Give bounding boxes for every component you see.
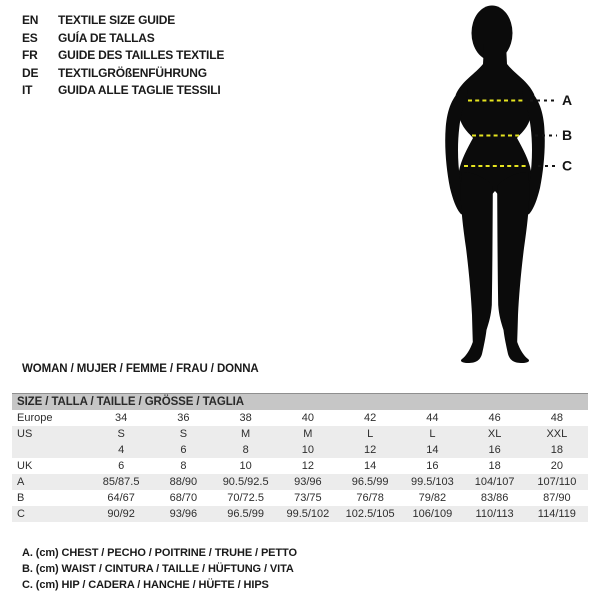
table-cell: 99.5/102 — [286, 508, 330, 520]
table-cell: 88/90 — [169, 476, 198, 488]
table-cell: XXL — [546, 428, 568, 440]
table-cell: 8 — [180, 460, 187, 472]
woman-silhouette-figure — [400, 0, 600, 375]
legend-row-b: B. (cm) WAIST / CINTURA / TAILLE / HÜFTUNG / VITA — [22, 562, 294, 575]
table-cell: 102.5/105 — [345, 508, 395, 520]
table-cell: 14 — [426, 444, 439, 456]
language-row-es — [22, 30, 224, 48]
table-cell: 83/86 — [480, 492, 509, 504]
language-code: IT — [22, 83, 33, 98]
table-cell: 16 — [488, 444, 501, 456]
woman-silhouette-icon — [400, 0, 600, 375]
table-cell: 16 — [426, 460, 439, 472]
table-cell: 68/70 — [169, 492, 198, 504]
row-label: C — [17, 508, 25, 520]
size-table-header: SIZE / TALLA / TAILLE / GRÖSSE / TAGLIA — [12, 393, 588, 410]
language-code: FR — [22, 48, 38, 63]
table-cell: 93/96 — [294, 476, 322, 488]
table-cell: 64/67 — [107, 492, 135, 504]
size-table — [12, 393, 588, 522]
language-list — [22, 12, 224, 100]
table-cell: 8 — [242, 444, 249, 456]
legend-row-c: C. (cm) HIP / CADERA / HANCHE / HÜFTE / HIPS — [22, 578, 269, 591]
table-cell: 110/113 — [475, 508, 514, 520]
row-label: US — [17, 428, 33, 440]
silhouette-shapes — [445, 6, 545, 364]
row-label: UK — [17, 460, 33, 472]
table-cell: 34 — [115, 412, 128, 424]
table-cell: 104/107 — [474, 476, 515, 488]
table-cell: 70/72.5 — [227, 492, 264, 504]
section-heading: WOMAN / MUJER / FEMME / FRAU / DONNA — [22, 363, 259, 375]
table-cell: 90/92 — [107, 508, 135, 520]
table-cell: 44 — [426, 412, 439, 424]
table-cell: 18 — [550, 444, 563, 456]
language-code: DE — [22, 65, 39, 80]
table-cell: 106/109 — [412, 508, 453, 520]
table-cell: 48 — [550, 412, 563, 424]
language-row-fr — [22, 47, 224, 65]
measure-label-b: B — [562, 127, 573, 143]
table-cell: 99.5/103 — [410, 476, 454, 488]
table-cell: M — [303, 428, 313, 440]
table-row-b — [12, 490, 588, 506]
table-cell: XL — [487, 428, 502, 440]
row-label — [12, 442, 90, 458]
table-row-uk — [12, 458, 588, 474]
table-cell: 10 — [239, 460, 252, 472]
table-cell: 79/82 — [418, 492, 447, 504]
table-cell: L — [429, 428, 436, 440]
measure-label-c: C — [562, 157, 573, 174]
table-cell: L — [367, 428, 374, 440]
table-cell: 40 — [301, 412, 314, 424]
language-row-it — [22, 82, 224, 100]
language-row-en — [22, 12, 224, 30]
table-cell: 14 — [364, 460, 377, 472]
table-cell: 6 — [180, 444, 187, 456]
table-cell: 18 — [488, 460, 501, 472]
table-cell: 96.5/99 — [351, 476, 389, 488]
table-cell: 46 — [488, 412, 501, 424]
table-row-us — [12, 426, 588, 442]
table-cell: 73/75 — [294, 492, 322, 504]
table-cell: 87/90 — [543, 492, 571, 504]
language-row-de — [22, 65, 224, 83]
table-cell: 107/110 — [537, 476, 577, 488]
table-cell: S — [117, 428, 125, 440]
table-cell: 42 — [364, 412, 377, 424]
table-row-a — [12, 474, 588, 490]
table-cell: 38 — [239, 412, 252, 424]
table-cell: 76/78 — [356, 492, 384, 504]
row-label: Europe — [17, 412, 53, 424]
row-label: B — [17, 492, 25, 504]
table-cell: 12 — [301, 460, 314, 472]
table-cell: 10 — [301, 444, 314, 456]
table-row-c — [12, 506, 588, 522]
language-title: TEXTILE SIZE GUIDE — [58, 13, 176, 27]
row-label: A — [17, 476, 25, 488]
size-table-rows — [12, 410, 588, 522]
table-cell: 90.5/92.5 — [222, 476, 269, 488]
language-title: GUIDE DES TAILLES TEXTILE — [58, 48, 225, 63]
measure-label-a: A — [562, 92, 573, 108]
language-title: TEXTILGRÖßENFÜHRUNG — [58, 65, 207, 80]
language-code: EN — [22, 13, 39, 27]
table-cell: 85/87.5 — [102, 476, 140, 488]
table-cell: 96.5/99 — [227, 508, 264, 520]
table-cell: 6 — [118, 460, 125, 472]
legend-row-a: A. (cm) CHEST / PECHO / POITRINE / TRUHE / PETTO — [22, 547, 297, 559]
table-row-us-numeric — [12, 442, 588, 458]
language-title: GUÍA DE TALLAS — [58, 30, 155, 45]
measurement-legend — [22, 546, 297, 593]
table-cell: M — [241, 428, 251, 440]
table-cell: 36 — [177, 412, 190, 424]
table-cell: S — [179, 428, 188, 440]
table-cell: 12 — [364, 444, 377, 456]
language-title: GUIDA ALLE TAGLIE TESSILI — [58, 83, 221, 98]
table-cell: 93/96 — [169, 508, 198, 520]
table-cell: 114/119 — [537, 508, 576, 520]
table-row-europe — [12, 410, 588, 426]
language-code: ES — [22, 30, 38, 45]
table-cell: 4 — [118, 444, 125, 456]
table-cell: 20 — [550, 460, 563, 472]
